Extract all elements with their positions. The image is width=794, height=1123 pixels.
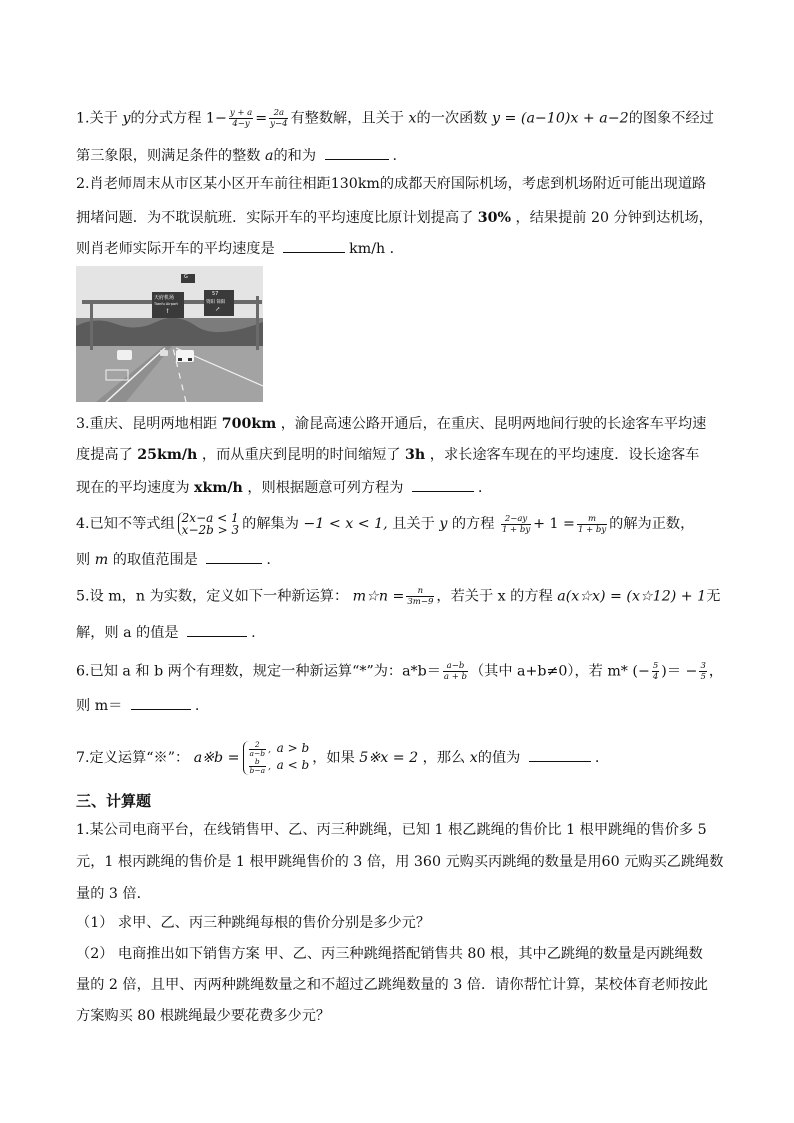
sign-label-2: 资阳 简阳 [206, 300, 226, 305]
q4-text: 4.已知不等式组 [76, 516, 175, 532]
q5-operation: m☆n = [352, 588, 405, 605]
answer-blank[interactable] [529, 747, 591, 762]
q3-text: 度提高了 [76, 447, 133, 463]
section-heading: 三、计算题 [76, 792, 152, 810]
q3-text: ，渝昆高速公路开通后，在重庆、昆明两地间行驶的长途客车平均速 [280, 416, 707, 432]
calc1-line1: 1.某公司电商平台，在线销售甲、乙、丙三种跳绳，已知 1 根乙跳绳的售价比 1 根甲跳绳的售价多 5 [76, 822, 707, 838]
q7-text: 的值为 [477, 750, 521, 766]
q2-line1 [76, 174, 728, 194]
q2-text: ，结果提前 20 分钟到达机场， [515, 210, 713, 226]
sign-number: 57 [212, 291, 219, 297]
q2-text: 拥堵问题．为不耽误航班．实际开车的平均速度比原计划提高了 [76, 210, 474, 226]
q6-text: 则 m＝ [76, 698, 123, 714]
q4-inequality-system: 2x−a < 1 x−2b > 3 [178, 512, 239, 536]
q1-var-y: y [122, 110, 131, 127]
q7-cases: $\frac{2}{a-b}$ , a > b $\frac{b}{b-a}$ , a < b [243, 741, 310, 775]
q4-text: 的方程 [451, 516, 495, 532]
q2-distance: 130km [330, 176, 380, 192]
q1-frac1: $\frac{y + a}{4-y}$ [229, 108, 253, 129]
q7-var-x: x [469, 750, 478, 766]
q4-text: 的取值范围是 [112, 552, 198, 568]
q3-text: 3.重庆、昆明两地相距 [76, 416, 218, 432]
q1-text: 1.关于 [76, 110, 118, 127]
calc1-subq1: （1） 求甲、乙、丙三种跳绳每根的售价分别是多少元？ [76, 915, 431, 931]
q2-text: 2.肖老师周末从市区某小区开车前往相距 [76, 176, 331, 192]
q1-text: 的和为 [273, 148, 317, 164]
q6-frac3: $\frac{3}{5}$ [700, 661, 706, 682]
q7-text: ，那么 [422, 750, 466, 766]
q5-text: . [251, 625, 256, 641]
q6-line2 [76, 695, 728, 716]
q1-frac2: $\frac{2a}{y-4}$ [270, 108, 288, 129]
q1-function: y = (a−10)x + a−2 [492, 110, 629, 127]
answer-blank[interactable] [325, 145, 389, 160]
sign-label-1: 天府机场 [154, 295, 175, 301]
q1-text: 有整数解，且关于 [290, 110, 404, 127]
q6-paren: ) [661, 663, 667, 680]
answer-blank[interactable] [412, 477, 474, 492]
q3-line3 [76, 477, 728, 498]
q2-text: 则肖老师实际开车的平均速度是 [76, 241, 275, 257]
q4-frac1: $\frac{2-ay}{1 + by}$ [501, 513, 531, 535]
q4-text: . [266, 552, 271, 568]
calc1-line3: 量的 3 倍． [76, 886, 151, 902]
q1-line2 [76, 145, 728, 166]
q1-text: 的图象不经过 [628, 110, 714, 127]
q1-line1 [76, 108, 728, 129]
q3-text: ，求长途客车现在的平均速度．设长途客车 [429, 447, 700, 463]
q4-var-y: y [439, 516, 448, 532]
q3-hours: 3h [405, 447, 426, 463]
q5-line2 [76, 622, 728, 643]
q2-line2 [76, 208, 728, 228]
q6-paren: (− [632, 663, 650, 680]
q3-variable: xkm/h [194, 480, 243, 496]
q7-text: 7.定义运算“※”： [76, 750, 190, 766]
q4-text: 的解集为 [242, 516, 299, 532]
q1-text: 的分式方程 [130, 110, 202, 127]
answer-blank[interactable] [131, 695, 191, 710]
sign-arrow-icon: ↑ [165, 308, 171, 315]
q6-frac2: $\frac{5}{4}$ [652, 661, 659, 682]
q4-line2 [76, 549, 728, 570]
q7-line1 [76, 741, 728, 775]
q3-distance: 700km [221, 416, 277, 432]
calc1-subq2-line2: 量的 2 倍，且甲、丙两种跳绳数量之和不超过乙跳绳数量的 3 倍．请你帮忙计算，某校体育老师按此 [76, 977, 708, 993]
q5-text: 5.设 m，n 为实数，定义如下一种新运算： [76, 588, 349, 605]
q4-var-m: m [94, 552, 109, 568]
q3-text: ，而从重庆到昆明的时间缩短了 [201, 447, 401, 463]
sign-top-label: G [184, 274, 188, 280]
q4-line1 [76, 512, 728, 536]
q4-text: 则 [76, 552, 91, 568]
q6-neg: − [685, 663, 698, 680]
q6-frac: $\frac{a-b}{a + b}$ [443, 661, 467, 682]
q5-text: 解，则 a 的值是 [76, 625, 179, 641]
q4-eq: + 1 = [533, 516, 575, 532]
q6-text: . [194, 698, 200, 714]
answer-blank[interactable] [187, 622, 247, 637]
q3-text: 现在的平均速度为 [76, 480, 190, 496]
q4-frac2: $\frac{m}{1 + by}$ [577, 513, 607, 535]
q2-text: ． [389, 241, 404, 257]
calc1-subq2: （2） 电商推出如下销售方案 甲、乙、丙三种跳绳搭配销售共 80 根，其中乙跳绳的数量是丙跳绳数 [76, 946, 703, 962]
q5-text: 无 [706, 588, 721, 605]
sign-arrow-icon: ↗ [215, 306, 221, 313]
q5-text: ，若关于 x 的方程 [436, 588, 553, 605]
q5-frac: $\frac{n}{3m-9}$ [407, 586, 434, 607]
answer-blank[interactable] [283, 238, 345, 253]
q5-line1 [76, 586, 728, 607]
q5-equation: a(x☆x) = (x☆12) + 1 [557, 588, 707, 605]
q6-text: 6.已知 a 和 b 两个有理数，规定一种新运算“*”为：a*b＝ [76, 663, 441, 680]
q3-line1 [76, 414, 728, 434]
q2-percent: 30% [477, 210, 512, 226]
q1-text: 第三象限，则满足条件的整数 [76, 148, 261, 164]
q3-line2 [76, 445, 728, 465]
calc1-line2: 元，1 根丙跳绳的售价是 1 根甲跳绳售价的 3 倍，用 360 元购买丙跳绳的数量是用60 元购买乙跳绳数 [76, 854, 724, 870]
q2-line3 [76, 238, 728, 259]
q2-text: 的成都天府国际机场，考虑到机场附近可能出现道路 [379, 176, 707, 192]
q2-unit: km/h [349, 241, 386, 257]
q7-equation: 5※x = 2 [359, 750, 419, 766]
sign-label-1-sub: Tianfu Airport [154, 302, 178, 306]
q6-text: （其中 a+b≠0），若 m* [469, 663, 628, 680]
q7-text: . [594, 750, 600, 766]
q7-definition: a※b = [193, 750, 240, 766]
answer-blank[interactable] [206, 549, 262, 564]
q6-text: ＝ [666, 663, 682, 680]
q4-text: 且关于 [392, 516, 435, 532]
q3-text: ，则根据题意可列方程为 [247, 480, 404, 496]
q7-text: ，如果 [312, 750, 355, 766]
calc1-subq2-line3: 方案购买 80 根跳绳最少要花费多少元？ [76, 1008, 331, 1024]
q1-text: 的一次函数 [416, 110, 488, 127]
q4-range: −1 < x < 1, [303, 516, 388, 532]
q1-eq: 1− [205, 110, 227, 127]
q3-speed: 25km/h [137, 447, 198, 463]
highway-photo [76, 266, 263, 402]
q6-text: ， [708, 663, 724, 680]
q1-var-x: x [408, 110, 417, 127]
q1-eq-sign: = [255, 110, 268, 127]
q1-var-a: a [264, 148, 274, 164]
q6-line1 [76, 661, 728, 682]
q4-text: 的解为正数， [609, 516, 695, 532]
q3-text: ． [477, 480, 493, 496]
q1-text: . [392, 148, 398, 164]
highway-photo-illustration [76, 266, 263, 402]
